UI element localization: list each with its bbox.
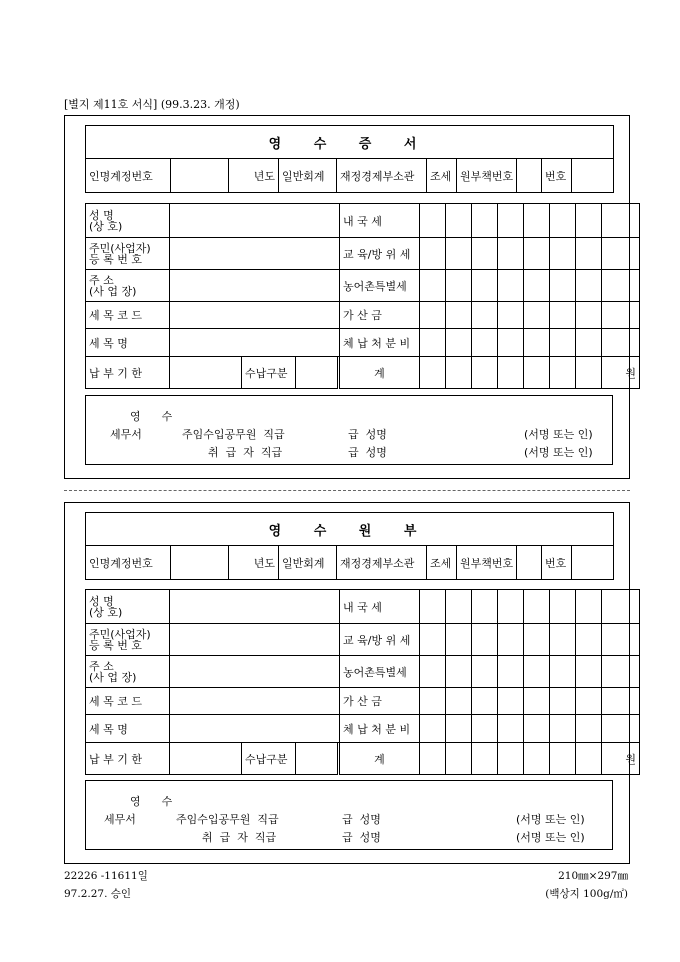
registration-number-field[interactable] [170, 238, 340, 270]
amount-cell[interactable] [446, 270, 472, 302]
amount-cell[interactable] [498, 302, 524, 329]
due-date-field[interactable] [170, 743, 242, 775]
amount-cell[interactable] [524, 743, 550, 775]
amount-cell[interactable] [472, 357, 498, 389]
amount-cell[interactable] [498, 357, 524, 389]
form-title: 영 수 증 서 [86, 126, 614, 159]
handler-signature-label: (서명 또는 인) [516, 831, 585, 844]
amount-cell[interactable] [576, 624, 602, 656]
amount-cell[interactable] [472, 624, 498, 656]
handler-grade-label: 취 급 자 직급 [208, 446, 283, 459]
amount-cell[interactable] [550, 357, 576, 389]
tax-item-total: 계 [340, 357, 420, 389]
amount-cell[interactable] [524, 204, 550, 238]
address-field[interactable] [170, 656, 340, 688]
amount-cell[interactable] [550, 715, 576, 743]
receipt-header-table [85, 125, 614, 193]
signature-section [85, 780, 613, 850]
receipt-body-table [85, 203, 640, 389]
receipt-form [64, 115, 636, 479]
number-field[interactable] [572, 546, 614, 580]
amount-cell[interactable] [498, 590, 524, 624]
amount-cell[interactable] [602, 688, 640, 715]
amount-cell[interactable] [602, 656, 640, 688]
amount-cell[interactable] [420, 270, 446, 302]
amount-cell[interactable] [420, 624, 446, 656]
received-label: 영 수 [130, 410, 173, 423]
official-grade-label: 주임수입공무원 직급 [182, 428, 285, 441]
amount-cell[interactable] [602, 329, 640, 357]
amount-cell[interactable] [472, 715, 498, 743]
amount-cell[interactable] [472, 204, 498, 238]
paper-size: 210㎜×297㎜ [558, 870, 628, 882]
amount-cell[interactable] [446, 656, 472, 688]
form-title: 영 수 원 부 [86, 513, 614, 546]
amount-cell[interactable] [550, 302, 576, 329]
due-date-label: 납 부 기 한 [86, 357, 170, 389]
cut-line [64, 490, 630, 491]
amount-cell[interactable] [550, 656, 576, 688]
amount-cell[interactable] [576, 329, 602, 357]
tax-name-label: 세 목 명 [86, 715, 170, 743]
amount-cell[interactable] [420, 204, 446, 238]
amount-cell[interactable] [498, 238, 524, 270]
due-date-label: 납 부 기 한 [86, 743, 170, 775]
ledger-number-label: 원부책번호 [457, 159, 517, 193]
official-name-label: 급 성명 [348, 428, 387, 441]
tax-item-total: 계 [340, 743, 420, 775]
tax-name-label: 세 목 명 [86, 329, 170, 357]
amount-cell[interactable] [602, 238, 640, 270]
registration-number-label: 주민(사업자) 등 록 번 호 [86, 624, 170, 656]
tax-office-label: 세무서 [104, 813, 136, 826]
official-name-label: 급 성명 [342, 813, 381, 826]
amount-cell[interactable] [550, 270, 576, 302]
amount-cell[interactable] [576, 743, 602, 775]
amount-cell[interactable] [550, 624, 576, 656]
amount-cell[interactable] [602, 204, 640, 238]
tax-item-delinquency: 체 납 처 분 비 [340, 329, 420, 357]
official-grade-label: 주임수입공무원 직급 [176, 813, 279, 826]
amount-cell[interactable] [472, 302, 498, 329]
ministry-label: 재정경제부소관 [337, 546, 427, 580]
account-number-field[interactable] [171, 159, 229, 193]
signature-section [85, 395, 613, 465]
amount-cell[interactable] [498, 743, 524, 775]
year-label: 년도 [229, 159, 279, 193]
amount-cell[interactable] [446, 624, 472, 656]
tax-item-national: 내 국 세 [340, 590, 420, 624]
address-label: 주 소 (사 업 장) [86, 270, 170, 302]
amount-cell[interactable] [446, 238, 472, 270]
amount-cell[interactable] [498, 204, 524, 238]
ledger-number-field[interactable] [517, 159, 542, 193]
amount-cell[interactable] [446, 204, 472, 238]
name-field[interactable] [170, 204, 340, 238]
amount-cell[interactable] [446, 743, 472, 775]
amount-cell[interactable] [420, 743, 446, 775]
tax-item-education: 교 육/방 위 세 [340, 238, 420, 270]
amount-cell[interactable] [524, 270, 550, 302]
amount-cell[interactable] [524, 357, 550, 389]
handler-name-label: 급 성명 [342, 831, 381, 844]
ledger-number-field[interactable] [517, 546, 542, 580]
amount-cell[interactable] [576, 688, 602, 715]
registration-number-label: 주민(사업자) 등 록 번 호 [86, 238, 170, 270]
won-unit-label: 원 [602, 357, 640, 389]
amount-cell[interactable] [524, 688, 550, 715]
tax-item-rural: 농어촌특별세 [340, 656, 420, 688]
payment-type-field[interactable] [296, 743, 338, 775]
amount-cell[interactable] [420, 715, 446, 743]
amount-cell[interactable] [576, 302, 602, 329]
tax-name-field[interactable] [170, 329, 340, 357]
amount-cell[interactable] [550, 204, 576, 238]
amount-cell[interactable] [472, 329, 498, 357]
number-label: 번호 [542, 546, 572, 580]
amount-cell[interactable] [550, 329, 576, 357]
amount-cell[interactable] [420, 688, 446, 715]
ministry-label: 재정경제부소관 [337, 159, 427, 193]
amount-cell[interactable] [550, 688, 576, 715]
tax-item-education: 교 육/방 위 세 [340, 624, 420, 656]
amount-cell[interactable] [498, 329, 524, 357]
general-account-label: 일반회계 [279, 546, 337, 580]
amount-cell[interactable] [472, 238, 498, 270]
form-code: 22226 -11611일 [64, 870, 148, 882]
official-signature-label: (서명 또는 인) [524, 428, 593, 441]
paper-type: (백상지 100g/㎡) [545, 888, 628, 900]
amount-cell[interactable] [602, 624, 640, 656]
tax-item-national: 내 국 세 [340, 204, 420, 238]
amount-cell[interactable] [472, 270, 498, 302]
amount-cell[interactable] [550, 743, 576, 775]
tax-office-label: 세무서 [110, 428, 142, 441]
payment-type-field[interactable] [296, 357, 338, 389]
amount-cell[interactable] [524, 238, 550, 270]
received-label: 영 수 [130, 795, 173, 808]
name-label: 성 명 (상 호) [86, 204, 170, 238]
amount-cell[interactable] [472, 590, 498, 624]
amount-cell[interactable] [498, 688, 524, 715]
amount-cell[interactable] [524, 329, 550, 357]
amount-cell[interactable] [524, 624, 550, 656]
amount-cell[interactable] [576, 656, 602, 688]
tax-name-field[interactable] [170, 715, 340, 743]
amount-cell[interactable] [602, 715, 640, 743]
amount-cell[interactable] [524, 656, 550, 688]
amount-cell[interactable] [576, 715, 602, 743]
amount-cell[interactable] [524, 715, 550, 743]
payment-type-label: 수납구분 [242, 357, 296, 389]
payment-type-label: 수납구분 [242, 743, 296, 775]
tax-item-surcharge: 가 산 금 [340, 688, 420, 715]
handler-name-label: 급 성명 [348, 446, 387, 459]
account-number-label: 인명계정번호 [86, 159, 171, 193]
amount-cell[interactable] [576, 238, 602, 270]
general-account-label: 일반회계 [279, 159, 337, 193]
amount-cell[interactable] [524, 302, 550, 329]
tax-code-label: 세 목 코 드 [86, 688, 170, 715]
tax-label: 조세 [427, 159, 457, 193]
amount-cell[interactable] [420, 302, 446, 329]
amount-cell[interactable] [498, 270, 524, 302]
account-number-field[interactable] [171, 546, 229, 580]
tax-item-delinquency: 체 납 처 분 비 [340, 715, 420, 743]
tax-label: 조세 [427, 546, 457, 580]
handler-grade-label: 취 급 자 직급 [202, 831, 277, 844]
tax-item-rural: 농어촌특별세 [340, 270, 420, 302]
amount-cell[interactable] [576, 270, 602, 302]
ledger-number-label: 원부책번호 [457, 546, 517, 580]
amount-cell[interactable] [602, 302, 640, 329]
amount-cell[interactable] [420, 329, 446, 357]
amount-cell[interactable] [498, 624, 524, 656]
tax-code-field[interactable] [170, 688, 340, 715]
form-number-note: [별지 제11호 서식] (99.3.23. 개정) [64, 98, 240, 111]
amount-cell[interactable] [420, 656, 446, 688]
approval-date: 97.2.27. 승인 [64, 888, 132, 900]
amount-cell[interactable] [550, 238, 576, 270]
amount-cell[interactable] [602, 270, 640, 302]
amount-cell[interactable] [420, 357, 446, 389]
official-signature-label: (서명 또는 인) [516, 813, 585, 826]
tax-code-label: 세 목 코 드 [86, 302, 170, 329]
amount-cell[interactable] [446, 688, 472, 715]
address-label: 주 소 (사 업 장) [86, 656, 170, 688]
ledger-body-table [85, 589, 640, 775]
name-label: 성 명 (상 호) [86, 590, 170, 624]
tax-code-field[interactable] [170, 302, 340, 329]
amount-cell[interactable] [446, 590, 472, 624]
amount-cell[interactable] [576, 204, 602, 238]
registration-number-field[interactable] [170, 624, 340, 656]
amount-cell[interactable] [420, 590, 446, 624]
account-number-label: 인명계정번호 [86, 546, 171, 580]
amount-cell[interactable] [576, 357, 602, 389]
amount-cell[interactable] [472, 656, 498, 688]
amount-cell[interactable] [472, 688, 498, 715]
amount-cell[interactable] [550, 590, 576, 624]
due-date-field[interactable] [170, 357, 242, 389]
amount-cell[interactable] [524, 590, 550, 624]
name-field[interactable] [170, 590, 340, 624]
won-unit-label: 원 [602, 743, 640, 775]
amount-cell[interactable] [446, 329, 472, 357]
amount-cell[interactable] [446, 302, 472, 329]
year-label: 년도 [229, 546, 279, 580]
address-field[interactable] [170, 270, 340, 302]
amount-cell[interactable] [498, 656, 524, 688]
handler-signature-label: (서명 또는 인) [524, 446, 593, 459]
amount-cell[interactable] [446, 357, 472, 389]
number-field[interactable] [572, 159, 614, 193]
amount-cell[interactable] [420, 238, 446, 270]
ledger-header-table [85, 512, 614, 580]
amount-cell[interactable] [472, 743, 498, 775]
number-label: 번호 [542, 159, 572, 193]
amount-cell[interactable] [602, 590, 640, 624]
amount-cell[interactable] [446, 715, 472, 743]
tax-item-surcharge: 가 산 금 [340, 302, 420, 329]
amount-cell[interactable] [576, 590, 602, 624]
ledger-form [64, 502, 636, 864]
amount-cell[interactable] [498, 715, 524, 743]
